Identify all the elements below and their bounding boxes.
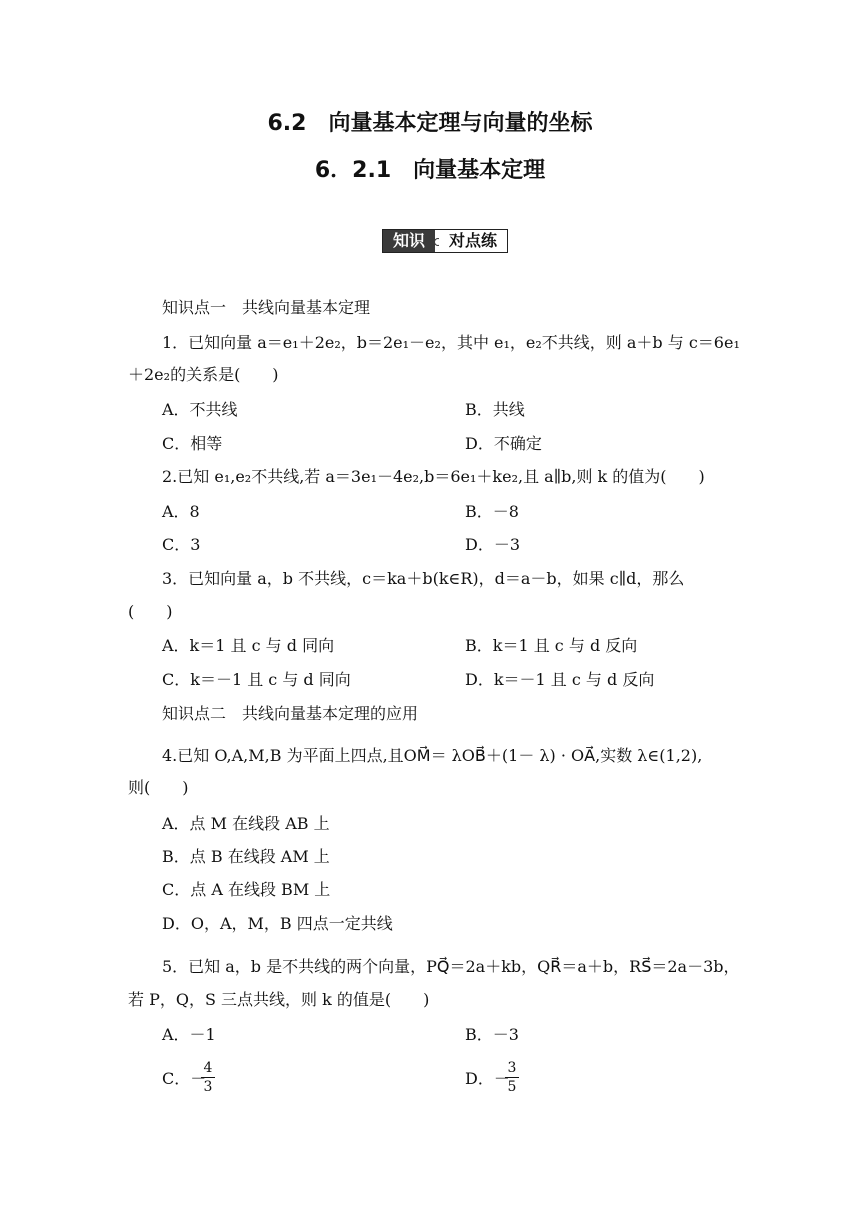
q5-option-d-numerator: 3 <box>505 1059 519 1078</box>
page-title: 6.2 向量基本定理与向量的坐标 <box>267 111 593 136</box>
section-badge <box>382 229 508 253</box>
q1-stem-line2: ＋2e₂的关系是( ) <box>128 365 279 384</box>
q2-option-b: B．－8 <box>465 502 519 521</box>
q5-option-d-denominator: 5 <box>507 1079 517 1095</box>
q1-stem-line1: 1．已知向量 a＝e₁＋2e₂，b＝2e₁－e₂，其中 e₁，e₂不共线，则 a＋b 与 c＝6e₁ <box>162 333 740 352</box>
q2-stem-line1: 2.已知 e₁,e₂不共线,若 a＝3e₁－4e₂,b＝6e₁＋ke₂,且 a∥b,则 k 的值为( ) <box>162 467 705 486</box>
q3-option-d: D．k＝－1 且 c 与 d 反向 <box>465 670 655 689</box>
page-subtitle: 6．2.1 向量基本定理 <box>314 158 546 183</box>
q5-stem-line2: 若 P，Q，S 三点共线，则 k 的值是( ) <box>128 990 430 1009</box>
q4-option-c: C．点 A 在线段 BM 上 <box>162 880 331 899</box>
q3-option-c: C．k＝－1 且 c 与 d 同向 <box>162 670 351 689</box>
q1-option-c: C．相等 <box>162 434 223 453</box>
q5-option-c-numerator: 4 <box>201 1059 215 1078</box>
section-heading-2: 知识点二 共线向量基本定理的应用 <box>162 704 419 723</box>
q4-option-a: A．点 M 在线段 AB 上 <box>162 814 330 833</box>
q4-stem-line1: 4.已知 O,A,M,B 为平面上四点,且OM⃗＝ λOB⃗＋(1－ λ) · OA⃗,实数 λ∈(1,2), <box>162 746 703 765</box>
badge-left: 知识 <box>383 230 435 252</box>
q5-option-d-fraction <box>505 1059 519 1096</box>
q5-option-d-label: D．－ <box>465 1069 510 1088</box>
q2-option-c: C．3 <box>162 535 201 554</box>
q1-option-b: B．共线 <box>465 400 525 419</box>
q5-option-c-label: C．－ <box>162 1069 207 1088</box>
q4-stem-line2: 则( ) <box>128 778 189 797</box>
q5-option-b: B．－3 <box>465 1025 519 1044</box>
q3-option-a: A．k＝1 且 c 与 d 同向 <box>162 636 335 655</box>
q2-option-a: A．8 <box>162 502 200 521</box>
q5-option-a: A．－1 <box>162 1025 216 1044</box>
q1-option-a: A．不共线 <box>162 400 238 419</box>
q5-option-c-fraction <box>201 1059 215 1096</box>
q1-option-d: D．不确定 <box>465 434 542 453</box>
q3-stem-line2: ( ) <box>128 602 173 621</box>
q3-option-b: B．k＝1 且 c 与 d 反向 <box>465 636 638 655</box>
q4-option-b: B．点 B 在线段 AM 上 <box>162 847 330 866</box>
q5-stem-line1: 5．已知 a，b 是不共线的两个向量，PQ⃗＝2a＋kb，QR⃗＝a＋b，RS⃗＝2a－3b， <box>162 957 740 976</box>
q3-stem-line1: 3．已知向量 a，b 不共线，c＝ka＋b(k∈R)，d＝a－b，如果 c∥d，那么 <box>162 569 685 588</box>
q5-option-c-denominator: 3 <box>203 1079 213 1095</box>
q2-option-d: D．－3 <box>465 535 521 554</box>
badge-right: 对点练 <box>439 230 507 252</box>
q4-option-d: D．O，A，M，B 四点一定共线 <box>162 914 393 933</box>
section-heading-1: 知识点一 共线向量基本定理 <box>162 298 371 317</box>
